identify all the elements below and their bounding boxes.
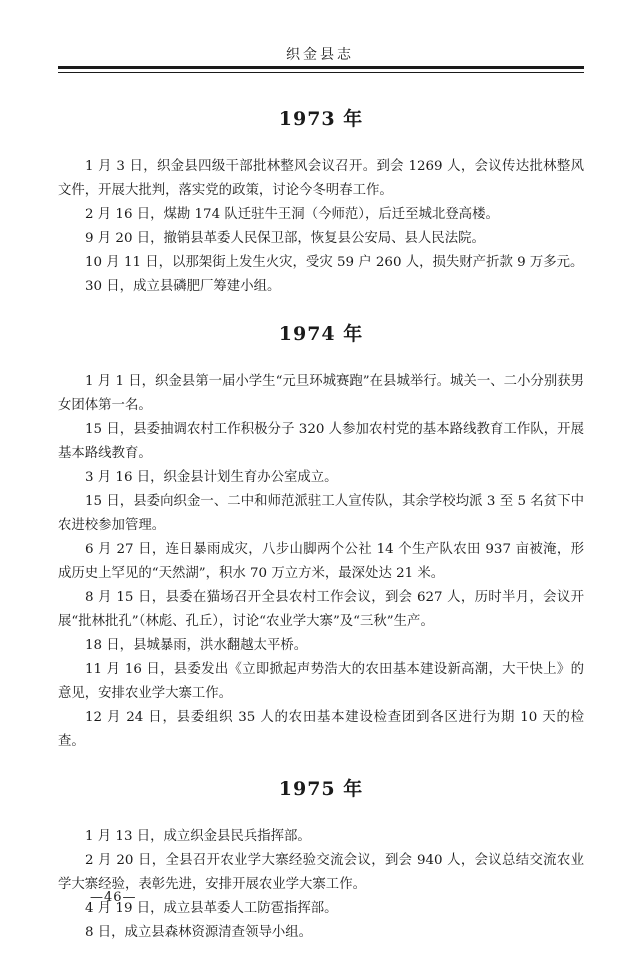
year-heading: 1975 年 [278,778,364,800]
chronicle-entry: 9 月 20 日，撤销县革委人民保卫部，恢复县公安局、县人民法院。 [85,231,485,246]
chronicle-entry: 8 日，成立县森林资源清查领导小组。 [85,925,313,940]
chronicle-entry: 1 月 3 日，织金县四级干部批林整风会议召开。到会 1269 人，会议传达批林整风文件，开展大批判，落实党的政策，讨论今冬明春工作。 [58,159,584,198]
chronicle-entry: 8 月 15 日，县委在猫场召开全县农村工作会议，到会 627 人，历时半月，会议开展“批林批孔”（林彪、孔丘），讨论“农业学大寨”及“三秋”生产。 [58,590,584,629]
chronicle-entry: 2 月 20 日，全县召开农业学大寨经验交流会议，到会 940 人，会议总结交流农业学大寨经验，表彰先进，安排开展农业学大寨工作。 [58,853,584,892]
year-heading: 1973 年 [278,108,364,130]
running-head: 织金县志 [286,47,354,63]
year-section-1974 [58,319,584,754]
chronicle-entry: 1 月 1 日，织金县第一届小学生“元旦环城赛跑”在县城举行。城关一、二小分别获男女团体第一名。 [58,374,584,413]
year-heading: 1974 年 [278,323,364,345]
year-section-1973 [58,104,584,299]
header-rule-thick [58,66,584,69]
chronicle-entry: 2 月 16 日，煤勘 174 队迁驻牛王洞（今师范），后迁至城北登高楼。 [85,207,499,222]
page-number: —46— [90,890,137,905]
chronicle-entry: 18 日，县城暴雨，洪水翻越太平桥。 [85,638,308,653]
chronicle-entry: 15 日，县委向织金一、二中和师范派驻工人宣传队，其余学校均派 3 至 5 名贫下中农进校参加管理。 [58,494,584,533]
chronicle-entry: 6 月 27 日，连日暴雨成灾，八步山脚两个公社 14 个生产队农田 937 亩被淹，形成历史上罕见的“天然湖”，积水 70 万立方米，最深处达 21 米。 [58,542,584,581]
chronicle-entry: 3 月 16 日，织金县计划生育办公室成立。 [85,470,338,485]
chronicle-entry: 4 月 19 日，成立县革委人工防雹指挥部。 [85,901,338,916]
header-rule-thin [58,72,584,73]
chronicle-entry: 1 月 13 日，成立织金县民兵指挥部。 [85,829,311,844]
main-content [58,96,584,965]
chronicle-entry: 11 月 16 日，县委发出《立即掀起声势浩大的农田基本建设新高潮，大干快上》的意见，安排农业学大寨工作。 [58,662,584,701]
chronicle-entry: 10 月 11 日，以那架街上发生火灾，受灾 59 户 260 人，损失财产折款 9 万多元。 [85,255,584,270]
chronicle-entry: 30 日，成立县磷肥厂筹建小组。 [85,279,281,294]
chronicle-entry: 12 月 24 日，县委组织 35 人的农田基本建设检查团到各区进行为期 10 天的检查。 [58,710,584,749]
chronicle-entry: 15 日，县委抽调农村工作积极分子 320 人参加农村党的基本路线教育工作队，开展基本路线教育。 [58,422,584,461]
year-section-1975 [58,774,584,945]
